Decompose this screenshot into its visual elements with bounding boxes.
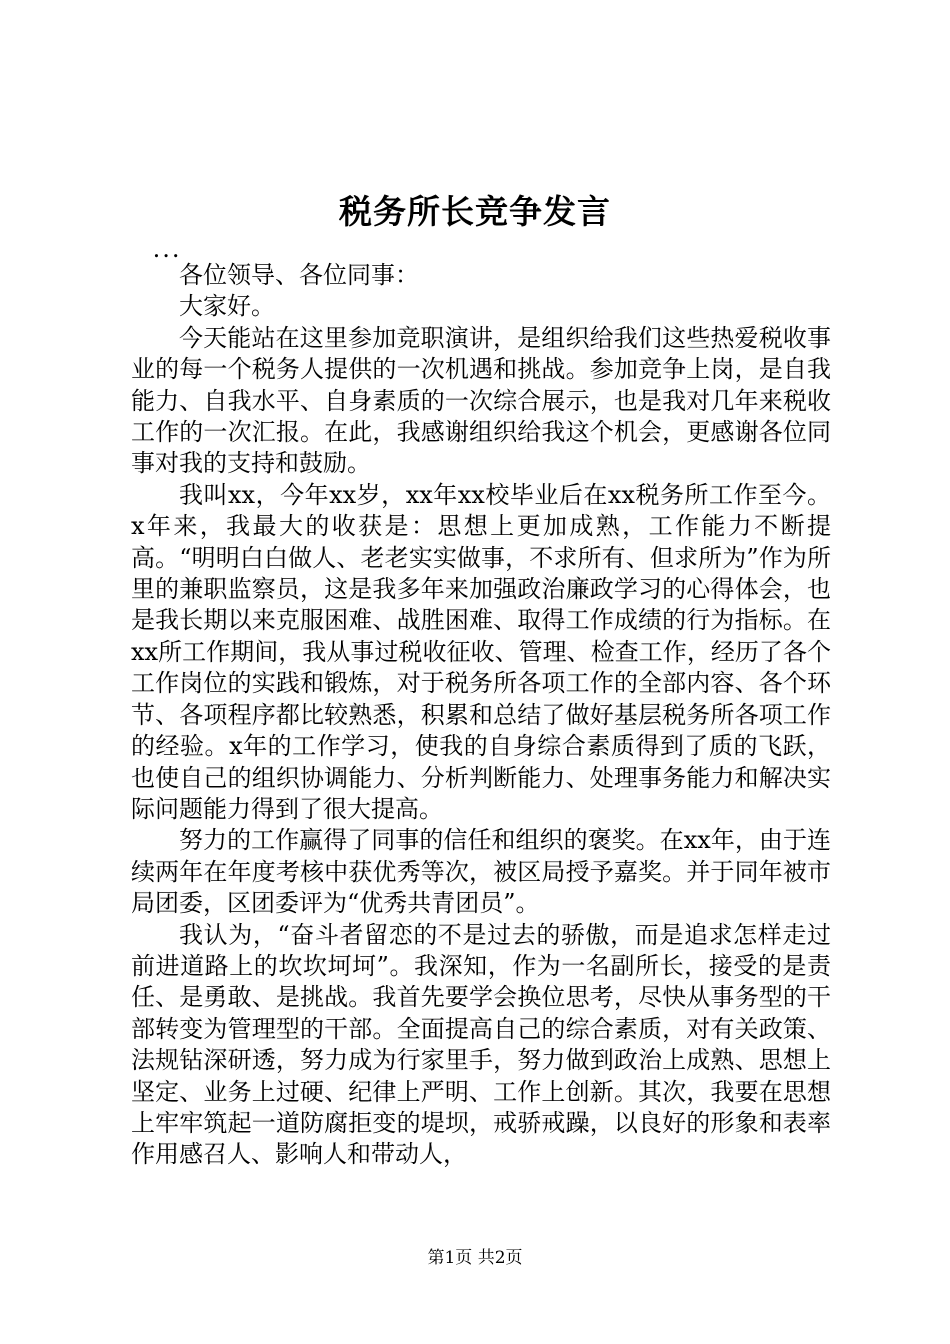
document-title: 税务所长竞争发言 [339, 192, 611, 231]
page-footer: 第1页 共2页 [427, 1248, 523, 1268]
salutation: 各位领导、各位同事： [179, 261, 419, 289]
ellipsis-line: ... [152, 235, 182, 263]
paragraph: 今天能站在这里参加竞职演讲，是组织给我们这些热爱税收事业的每一个税务人提供的一次机遇和挑战。参加竞争上岗，是自我能力、自我水平、自身素质的一次综合展示，也是我对几年来税收工作的一次汇报。在此，我感谢组织给我这个机会，更感谢各位同事对我的支持和鼓励。 [131, 323, 831, 478]
paragraph: 努力的工作赢得了同事的信任和组织的褒奖。在xx年，由于连续两年在年度考核中获优秀等次，被区局授予嘉奖。并于同年被市局团委，区团委评为“优秀共青团员”。 [131, 826, 831, 918]
paragraph: 我叫xx，今年xx岁，xx年xx校毕业后在xx税务所工作至今。x年来，我最大的收获是：思想上更加成熟，工作能力不断提高。“明明白白做人、老老实实做事，不求所有、但求所为”作为所里的兼职监察员，这是我多年来加强政治廉政学习的心得体会，也是我长期以来克服困难、战胜困难、取得工作成绩的行为指标。在xx所工作期间，我从事过税收征收、管理、检查工作，经历了各个工作岗位的实践和锻炼，对于税务所各项工作的全部内容、各个环节、各项程序都比较熟悉，积累和总结了做好基层税务所各项工作的经验。x年的工作学习，使我的自身综合素质得到了质的飞跃，也使自己的组织协调能力、分析判断能力、处理事务能力和解决实际问题能力得到了很大提高。 [131, 480, 831, 823]
greeting: 大家好。 [179, 292, 275, 321]
paragraph: 我认为，“奋斗者留恋的不是过去的骄傲，而是追求怎样走过前进道路上的坎坎坷坷”。我深知，作为一名副所长，接受的是责任、是勇敢、是挑战。我首先要学会换位思考，尽快从事务型的干部转变为管理型的干部。全面提高自己的综合素质，对有关政策、法规钻深研透，努力成为行家里手，努力做到政治上成熟、思想上坚定、业务上过硬、纪律上严明、工作上创新。其次，我要在思想上牢牢筑起一道防腐拒变的堤坝，戒骄戒躁，以良好的形象和表率作用感召人、影响人和带动人， [131, 920, 831, 1169]
document-body [131, 235, 831, 1171]
